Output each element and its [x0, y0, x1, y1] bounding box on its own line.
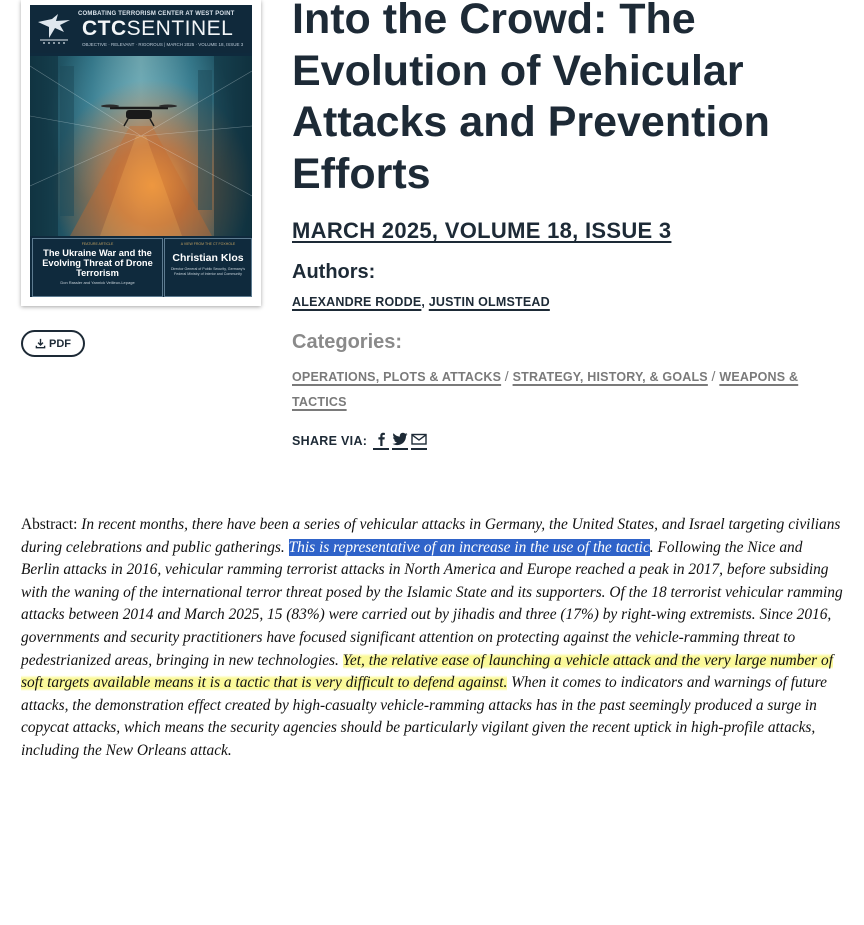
authors-list [292, 295, 550, 309]
category-separator: / [504, 368, 509, 384]
cover-feature-kicker: FEATURE ARTICLE [81, 242, 114, 246]
issue-cover-image[interactable] [21, 0, 261, 306]
drone-icon [101, 105, 177, 127]
author-link[interactable]: JUSTIN OLMSTEAD [428, 295, 550, 309]
cover-brand [82, 17, 233, 41]
abstract-paragraph [21, 514, 843, 763]
author-link[interactable]: ALEXANDRE RODDE [292, 295, 422, 309]
cover-interview-desc: Director General of Public Security, Germany's Federal Ministry of Interior and Community [170, 267, 246, 276]
abstract-highlighted-text: Yet, the relative ease of launching a vehicle attack and the very large number of soft targets available means it is a tactic that is very difficult to defend against. [21, 651, 833, 692]
cover-feature-box [32, 238, 163, 297]
category-link[interactable]: WEAPONS & TACTICS [292, 370, 799, 409]
eagle-logo-icon [34, 10, 74, 46]
cover-artwork [30, 5, 252, 297]
cover-issue-line: OBJECTIVE · RELEVANT · RIGOROUS | MARCH 2025 · VOLUME 18, ISSUE 3 [82, 42, 244, 47]
twitter-icon[interactable] [392, 432, 408, 450]
category-link[interactable]: OPERATIONS, PLOTS & ATTACKS [292, 370, 502, 384]
authors-heading: Authors: [292, 261, 376, 283]
issue-link[interactable]: MARCH 2025, VOLUME 18, ISSUE 3 [292, 218, 672, 243]
share-label: SHARE VIA: [292, 434, 368, 448]
abstract-text-body: . Following the Nice and Berlin attacks in 2016, vehicular ramming terrorist attacks in North America and Europe reached a peak in 2017, before subsiding with the waning of the international terror threat posed by the Islamic State and its supporters. Of the 18 terrorist vehicular ramming attacks between 2014 and March 2025, 15 (83%) were carried out by jihadis and three (17%) by right-wing extremists. Since 2016, governments and security practitioners have focused significant attention on protecting against the vehicle-ramming threat to pedestrianized areas, bringing in new technologies. [21, 538, 843, 669]
cover-brand-sentinel: SENTINEL [126, 17, 234, 40]
download-icon [35, 338, 46, 349]
pdf-button-label: PDF [49, 337, 71, 350]
cover-photo-drone-over-crowd [30, 56, 252, 236]
cover-feature-headline: The Ukraine War and the Evolving Threat of Drone Terrorism [42, 248, 153, 278]
pdf-download-button[interactable] [21, 330, 85, 357]
cover-interview-box [164, 238, 252, 297]
abstract-selected-text: This is representative of an increase in the use of the tactic [288, 538, 650, 556]
category-separator: / [711, 368, 716, 384]
article-title: Into the Crowd: The Evolution of Vehicular Attacks and Prevention Efforts [292, 0, 770, 198]
cover-feature-byline: Don Rassler and Yannick Veilleux-Lepage [60, 280, 135, 285]
share-bar [292, 432, 430, 450]
facebook-icon[interactable] [373, 432, 389, 450]
abstract-text-conclusion: When it comes to indicators and warnings of future attacks, the demonstration effect created by high-casualty vehicle-ramming attacks has in the past seemingly produced a surge in copycat attacks, which means the security agencies should be particularly vigilant given the recent uptick in high-profile attacks, including the New Orleans attack. [21, 674, 827, 759]
categories-heading: Categories: [292, 331, 403, 353]
cover-org-name: COMBATING TERRORISM CENTER AT WEST POINT [78, 11, 235, 17]
email-icon[interactable] [411, 432, 427, 450]
cover-interview-kicker: A VIEW FROM THE CT FOXHOLE [180, 242, 236, 246]
cover-brand-ctc: CTC [82, 17, 127, 40]
abstract-label: Abstract: [21, 516, 82, 533]
cover-interview-name: Christian Klos [172, 252, 244, 264]
cover-masthead [30, 5, 252, 53]
author-separator: , [421, 295, 429, 309]
category-link[interactable]: STRATEGY, HISTORY, & GOALS [512, 370, 708, 384]
abstract-text-intro: In recent months, there have been a series of vehicular attacks in Germany, the United States, and Israel targeting civilians during celebrations and public gatherings. [21, 516, 841, 556]
categories-list [292, 364, 842, 415]
